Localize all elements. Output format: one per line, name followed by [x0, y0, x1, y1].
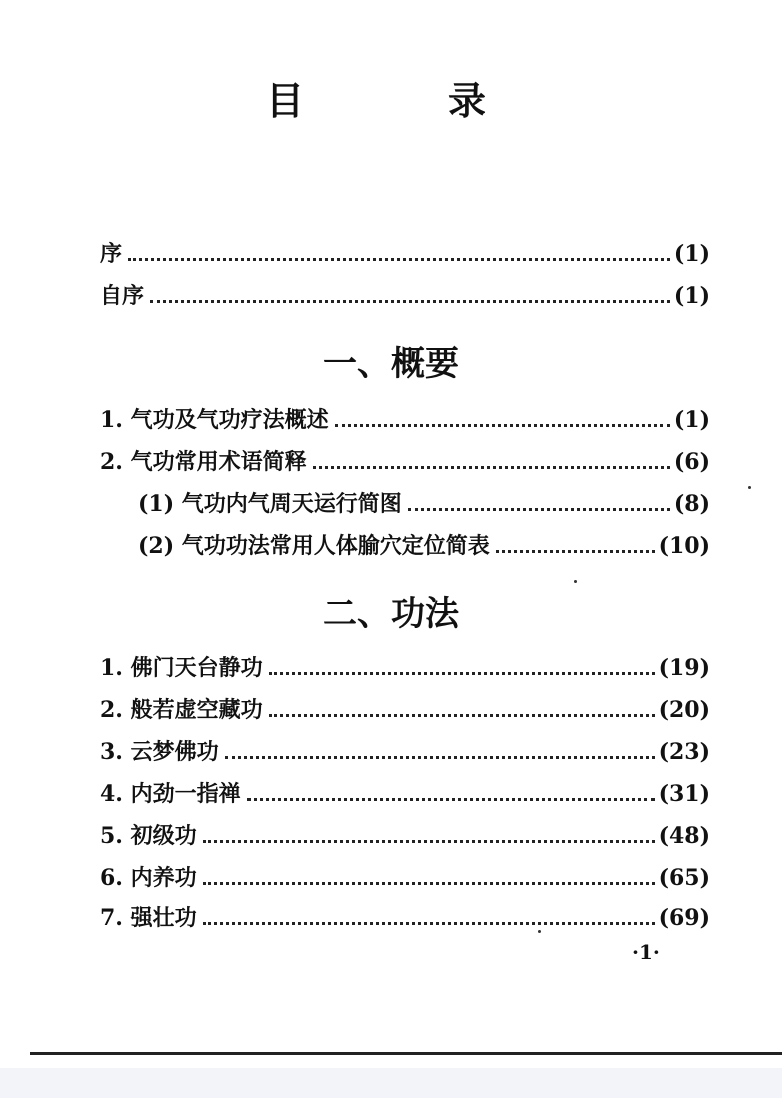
dot-leader — [128, 258, 670, 261]
toc-entry-label: 2. 般若虚空藏功 — [100, 697, 263, 723]
toc-subentry — [138, 530, 710, 562]
toc-entry-page: (20) — [658, 697, 710, 723]
toc-entry — [100, 862, 710, 894]
toc-entry-page: (23) — [658, 739, 710, 765]
toc-entry — [100, 446, 710, 478]
toc-entry-label: (1) 气功内气周天运行简图 — [138, 491, 402, 517]
toc-entry — [100, 694, 710, 726]
toc-entry-label: 6. 内养功 — [100, 865, 197, 891]
dot-leader — [269, 714, 655, 717]
toc-entry-page: (1) — [673, 407, 710, 433]
dot-leader — [225, 756, 655, 759]
toc-entry-page: (31) — [658, 781, 710, 807]
toc-entry-label: 1. 佛门天台静功 — [100, 655, 263, 681]
toc-entry-label: 自序 — [100, 283, 145, 309]
section-heading-2: 二、功法 — [323, 594, 459, 634]
toc-entry-label: 3. 云梦佛功 — [100, 739, 219, 765]
section-heading-1: 一、概要 — [323, 344, 459, 384]
scan-speck — [748, 486, 751, 489]
dot-leader — [150, 300, 670, 303]
toc-entry-page: (10) — [658, 533, 710, 559]
toc-subentry — [138, 488, 710, 520]
dot-leader — [247, 798, 655, 801]
dot-leader — [203, 922, 655, 925]
scan-speck — [574, 580, 577, 583]
toc-entry-label: 4. 内劲一指禅 — [100, 781, 241, 807]
toc-entry-page: (48) — [658, 823, 710, 849]
bottom-band — [0, 1068, 782, 1098]
toc-entry-page: (65) — [658, 865, 710, 891]
dot-leader — [203, 840, 655, 843]
toc-entry-page: (6) — [673, 449, 710, 475]
toc-entry-page: (19) — [658, 655, 710, 681]
toc-entry-label: 7. 强壮功 — [100, 905, 197, 931]
toc-entry-label: 1. 气功及气功疗法概述 — [100, 407, 329, 433]
dot-leader — [496, 550, 655, 553]
toc-entry — [100, 820, 710, 852]
toc-entry — [100, 404, 710, 436]
dot-leader — [313, 466, 670, 469]
toc-entry — [100, 736, 710, 768]
toc-entry — [100, 902, 710, 934]
toc-entry-label: (2) 气功功法常用人体腧穴定位简表 — [138, 533, 490, 559]
title-char-2: 录 — [448, 78, 487, 123]
scan-speck — [538, 930, 541, 933]
toc-entry-label: 序 — [100, 241, 123, 267]
toc-entry-page: (1) — [673, 283, 710, 309]
page-number: ·1· — [632, 940, 660, 964]
toc-entry-label: 2. 气功常用术语简释 — [100, 449, 307, 475]
dot-leader — [269, 672, 655, 675]
toc-entry-page: (1) — [673, 241, 710, 267]
title-char-1: 目 — [266, 78, 305, 123]
toc-entry-page: (8) — [673, 491, 710, 517]
toc-entry — [100, 778, 710, 810]
toc-entry-preface — [100, 238, 710, 270]
toc-entry-page: (69) — [658, 905, 710, 931]
toc-entry — [100, 652, 710, 684]
dot-leader — [203, 882, 655, 885]
bottom-rule — [30, 1052, 782, 1055]
dot-leader — [335, 424, 670, 427]
toc-entry-label: 5. 初级功 — [100, 823, 197, 849]
dot-leader — [408, 508, 670, 511]
toc-entry-author-preface — [100, 280, 710, 312]
